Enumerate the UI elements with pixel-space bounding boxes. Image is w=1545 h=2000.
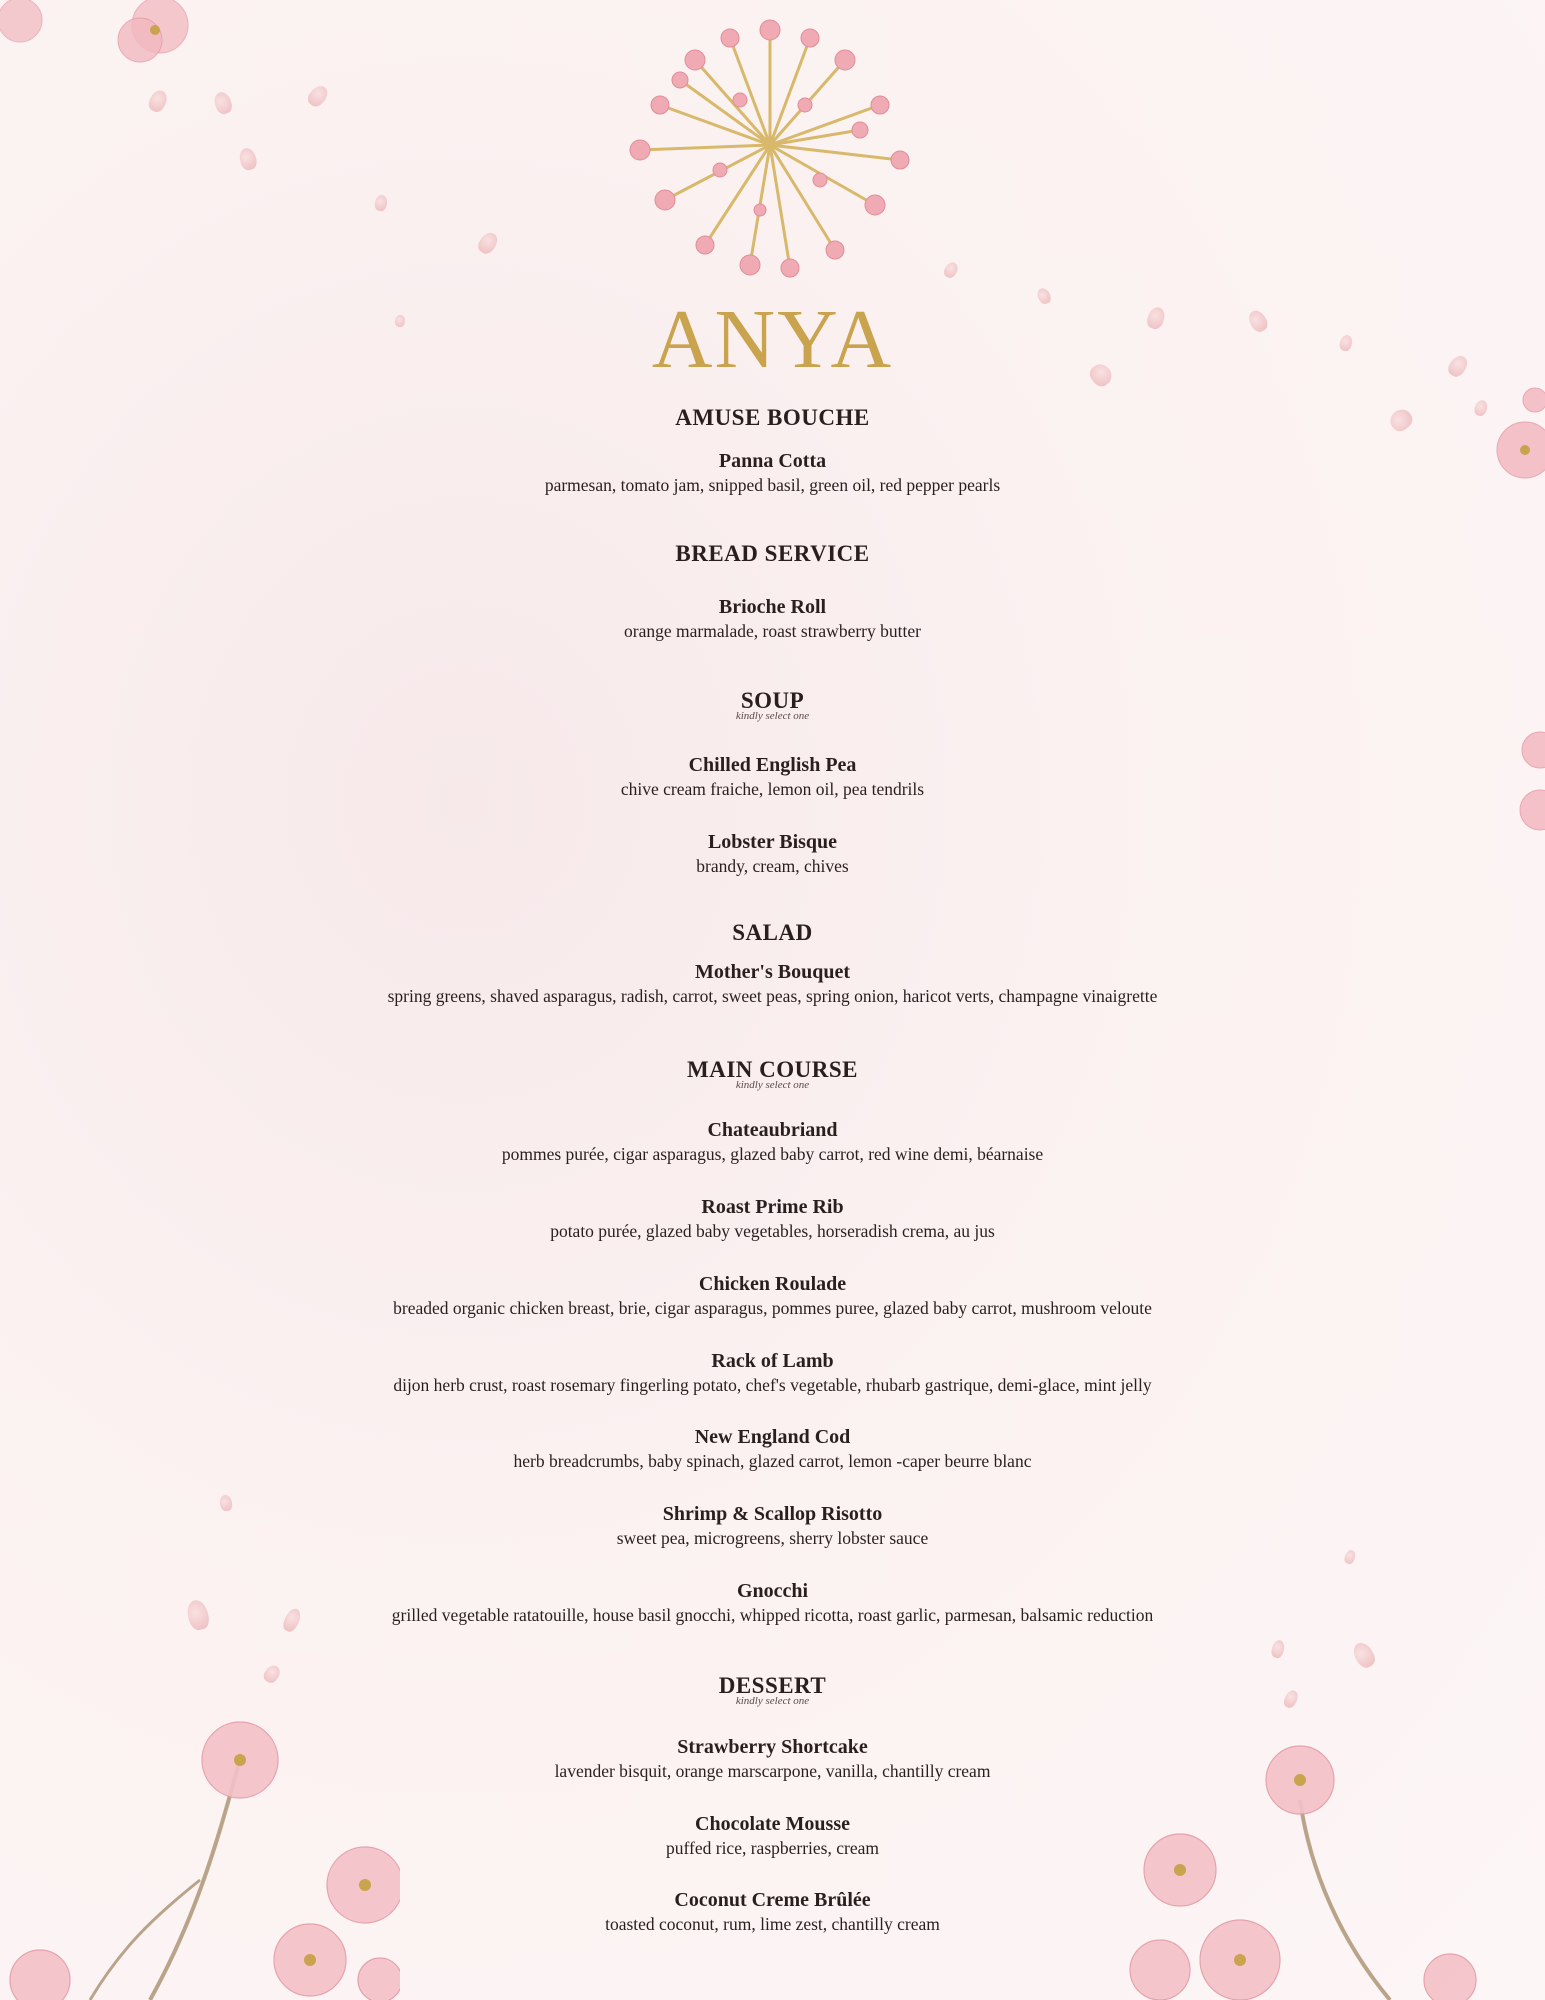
menu-item-description: toasted coconut, rum, lime zest, chantilly cream <box>605 1914 940 1934</box>
section-heading: MAIN COURSE <box>687 1057 858 1082</box>
menu-item-name: Chilled English Pea <box>688 754 857 776</box>
menu-item-description: chive cream fraiche, lemon oil, pea tendrils <box>620 779 925 799</box>
menu-item-name: New England Cod <box>694 1426 851 1448</box>
menu-item-description: puffed rice, raspberries, cream <box>666 1838 879 1858</box>
section-heading: AMUSE BOUCHE <box>675 405 870 430</box>
restaurant-name: ANYA <box>651 293 894 386</box>
menu-item-name: Lobster Bisque <box>707 831 838 853</box>
menu-item-name: Shrimp & Scallop Risotto <box>662 1503 883 1525</box>
menu-item-name: Roast Prime Rib <box>701 1196 844 1218</box>
menu-item-description: sweet pea, microgreens, sherry lobster sauce <box>616 1528 929 1548</box>
menu-item-description: grilled vegetable ratatouille, house basil gnocchi, whipped ricotta, roast garlic, parmesan, balsamic reduction <box>391 1605 1154 1625</box>
section-note: kindly select one <box>735 1695 810 1707</box>
menu-item-name: Chicken Roulade <box>698 1273 847 1295</box>
menu-item-name: Rack of Lamb <box>711 1350 834 1372</box>
menu-item-description: pommes purée, cigar asparagus, glazed baby carrot, red wine demi, béarnaise <box>501 1144 1044 1164</box>
menu-item-name: Strawberry Shortcake <box>677 1736 868 1758</box>
menu-item-name: Chateaubriand <box>707 1119 838 1141</box>
section-note: kindly select one <box>735 710 810 722</box>
section-heading: SALAD <box>732 920 813 945</box>
section-heading: SOUP <box>740 688 805 713</box>
menu-item-description: lavender bisquit, orange marscarpone, vanilla, chantilly cream <box>554 1761 991 1781</box>
section-heading: DESSERT <box>718 1673 827 1698</box>
menu-item-description: breaded organic chicken breast, brie, cigar asparagus, pommes puree, glazed baby carrot, mushroom veloute <box>393 1298 1152 1318</box>
menu-item-description: parmesan, tomato jam, snipped basil, green oil, red pepper pearls <box>544 475 1001 495</box>
menu-item-description: herb breadcrumbs, baby spinach, glazed carrot, lemon -caper beurre blanc <box>513 1451 1032 1471</box>
menu-item-name: Mother's Bouquet <box>695 961 850 983</box>
menu-item-description: brandy, cream, chives <box>696 856 849 876</box>
menu-item-description: potato purée, glazed baby vegetables, horseradish crema, au jus <box>550 1221 995 1241</box>
menu-item-description: dijon herb crust, roast rosemary fingerling potato, chef's vegetable, rhubarb gastrique, demi-glace, mint jelly <box>393 1375 1152 1395</box>
menu-item-name: Coconut Creme Brûlée <box>674 1889 871 1911</box>
menu-item-description: orange marmalade, roast strawberry butter <box>624 621 921 641</box>
menu-item-name: Chocolate Mousse <box>695 1813 850 1835</box>
menu-item-name: Panna Cotta <box>718 450 827 472</box>
section-note: kindly select one <box>735 1079 810 1091</box>
section-heading: BREAD SERVICE <box>675 541 870 566</box>
menu-item-name: Gnocchi <box>736 1580 809 1602</box>
menu-item-description: spring greens, shaved asparagus, radish, carrot, sweet peas, spring onion, haricot verts, champagne vinaigrette <box>387 986 1158 1006</box>
menu-item-name: Brioche Roll <box>718 596 827 618</box>
